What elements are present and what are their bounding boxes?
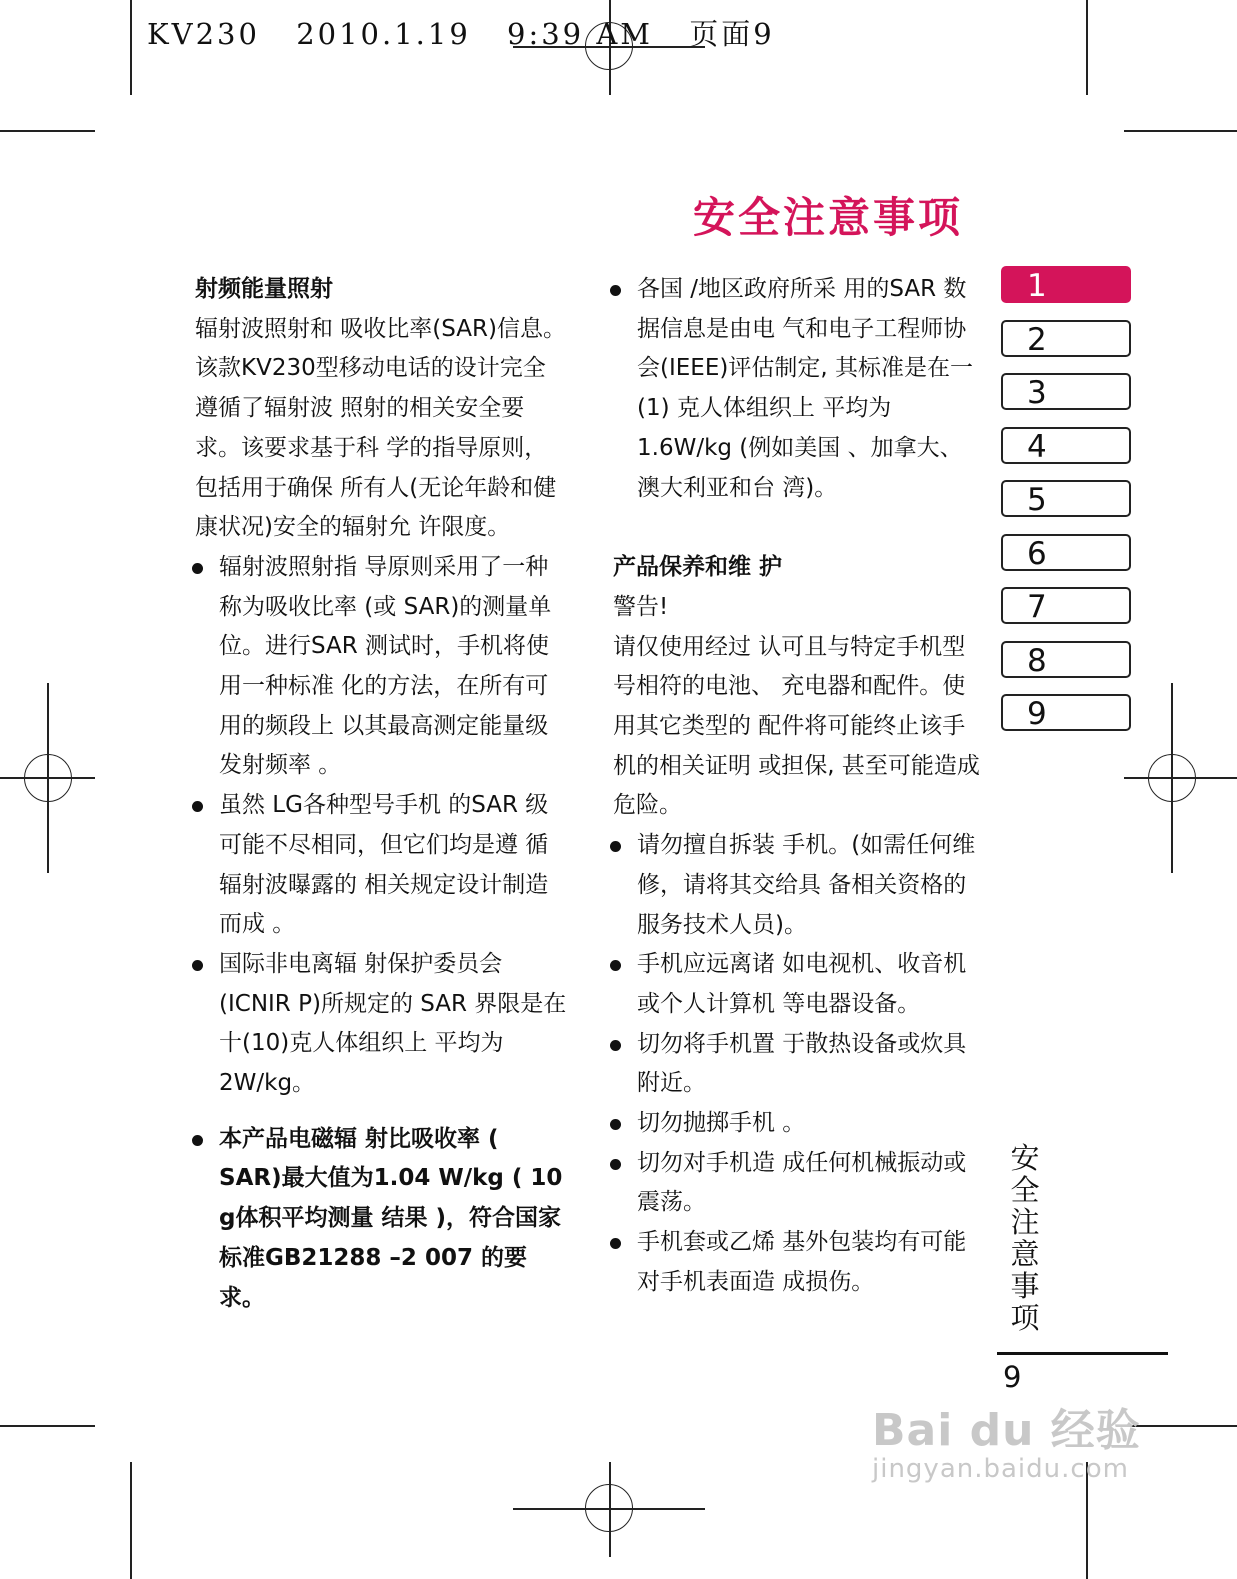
chapter-tab-6[interactable]: 6 xyxy=(1001,534,1131,571)
list-item: 请勿擅自拆装 手机。(如需任何维修，请将其交给具 备相关资格的服务技术人员)。 xyxy=(613,826,985,945)
right-column xyxy=(613,270,985,1303)
chapter-tab-1[interactable]: 1 xyxy=(1001,266,1131,303)
chapter-tab-8[interactable]: 8 xyxy=(1001,641,1131,678)
header-model: KV230 xyxy=(147,17,260,51)
crop-mark xyxy=(130,1462,132,1579)
left-column xyxy=(195,270,567,1318)
bullet-list xyxy=(613,270,985,508)
baidu-watermark xyxy=(872,1394,1141,1484)
chapter-tabs xyxy=(1001,266,1131,748)
bullet-list xyxy=(613,826,985,1302)
chapter-tab-9[interactable]: 9 xyxy=(1001,694,1131,731)
chapter-tab-2[interactable]: 2 xyxy=(1001,320,1131,357)
crop-mark xyxy=(1086,0,1088,95)
intro-paragraph: 辐射波照射和 吸收比率(SAR)信息。该款KV230型移动电话的设计完全遵循了辐射波 照射的相关安全要求。该要求基于科 学的指导原则，包括用于确保 所有人(无论年龄和健康状况)安全的辐射允 许限度。 xyxy=(195,315,566,541)
list-item: 切勿对手机造 成任何机械振动或震荡。 xyxy=(613,1144,985,1223)
warning-paragraph: 请仅使用经过 认可且与特定手机型号相符的电池、 充电器和配件。使用其它类型的 配件将可能终止该手机的相关证明 或担保, 甚至可能造成危险。 xyxy=(613,633,980,819)
bullet-list xyxy=(195,1120,567,1319)
crop-mark xyxy=(1124,130,1237,132)
header-time: 9:39 AM xyxy=(507,17,653,51)
bullet-list xyxy=(195,548,567,1104)
list-item: 切勿将手机置 于散热设备或炊具附近。 xyxy=(613,1025,985,1104)
watermark-logo: Bai du 经验 xyxy=(872,1405,1141,1456)
list-item: 虽然 LG各种型号手机 的SAR 级可能不尽相同，但它们均是遵 循辐射波曝露的 相关规定设计制造而成 。 xyxy=(195,786,567,945)
registration-circle xyxy=(24,754,72,802)
list-item: 辐射波照射指 导原则采用了一种称为吸收比率 (或 SAR)的测量单位。进行SAR 测试时，手机将使用一种标准 化的方法，在所有可用的频段上 以其最高测定能量级发射频率 。 xyxy=(195,548,567,786)
page-title: 安全注意事项 xyxy=(693,193,964,242)
header-page-label: 页面9 xyxy=(689,17,775,51)
crop-mark xyxy=(1124,1425,1237,1427)
side-section-label: 安全注意事项 xyxy=(1010,1141,1040,1335)
section-heading-care: 产品保养和维 护 xyxy=(613,554,783,581)
list-item: 各国 /地区政府所采 用的SAR 数据信息是由电 气和电子工程师协会(IEEE)评估制定, 其标准是在一(1) 克人体组织上 平均为 1.6W/kg (例如美国 、加拿大、澳大利亚和台 湾)。 xyxy=(613,270,985,508)
warning-label: 警告! xyxy=(613,593,669,620)
watermark-url: jingyan.baidu.com xyxy=(872,1454,1129,1484)
chapter-tab-3[interactable]: 3 xyxy=(1001,373,1131,410)
crop-mark xyxy=(0,1425,95,1427)
list-item: 手机套或乙烯 基外包装均有可能对手机表面造 成损伤。 xyxy=(613,1223,985,1302)
footer-rule xyxy=(997,1352,1168,1355)
header-date: 2010.1.19 xyxy=(296,17,471,51)
page-number: 9 xyxy=(1003,1360,1022,1394)
chapter-tab-5[interactable]: 5 xyxy=(1001,480,1131,517)
section-heading-rf-exposure: 射频能量照射 xyxy=(195,276,333,302)
sar-value-statement: 本产品电磁辐 射比吸收率 ( SAR)最大值为1.04 W/kg ( 10 g体积平均测量 结果 )，符合国家标准GB21288 –2 007 的要求。 xyxy=(195,1120,567,1319)
list-item: 国际非电离辐 射保护委员会 (ICNIR P)所规定的 SAR 界限是在 十(10)克人体组织上 平均为 2W/kg。 xyxy=(195,945,567,1104)
list-item: 手机应远离诸 如电视机、收音机或个人计算机 等电器设备。 xyxy=(613,945,985,1024)
chapter-tab-4[interactable]: 4 xyxy=(1001,427,1131,464)
crop-mark xyxy=(0,130,95,132)
list-item: 切勿抛掷手机 。 xyxy=(613,1104,985,1144)
crop-mark xyxy=(130,0,132,95)
chapter-tab-7[interactable]: 7 xyxy=(1001,587,1131,624)
registration-circle xyxy=(1148,754,1196,802)
print-header xyxy=(147,12,799,53)
registration-circle xyxy=(585,1484,633,1532)
